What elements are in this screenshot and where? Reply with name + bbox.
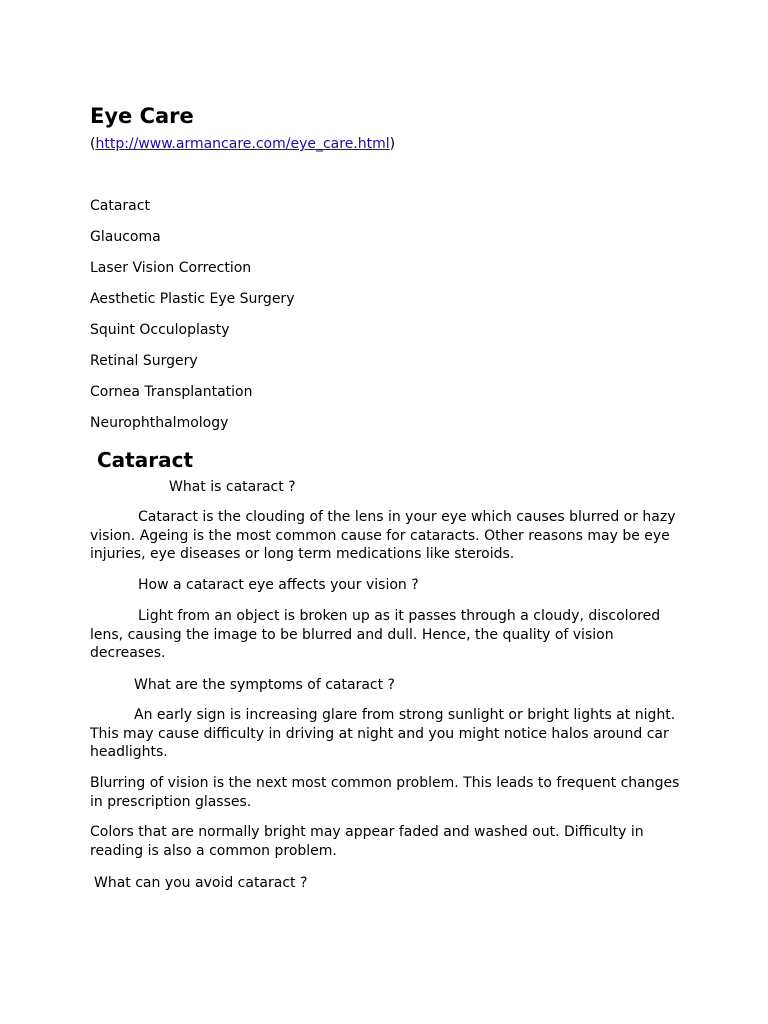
answer-symptoms-glare: An early sign is increasing glare from strong sunlight or bright lights at night. This may cause difficulty in driving at night and you might notice halos around car headlights. <box>90 707 676 760</box>
source-line <box>90 135 395 153</box>
topic-item-laser-vision-correction: Laser Vision Correction <box>90 260 252 276</box>
cataract-heading: Cataract <box>97 448 194 472</box>
answer-symptoms-blurring: Blurring of vision is the next most common problem. This leads to frequent changes in prescription glasses. <box>90 775 680 810</box>
topic-item-neurophthalmology: Neurophthalmology <box>90 415 229 431</box>
source-open-paren: ( <box>90 136 96 152</box>
question-avoid-cataract: What can you avoid cataract ? <box>94 875 308 891</box>
topic-item-aesthetic-plastic-eye-surgery: Aesthetic Plastic Eye Surgery <box>90 291 295 307</box>
answer-what-is-cataract: Cataract is the clouding of the lens in your eye which causes blurred or hazy vision. Ageing is the most common cause for cataracts. Other reasons may be eye injuries, eye diseases or long term medications like steroids. <box>90 509 676 562</box>
topic-item-glaucoma: Glaucoma <box>90 229 161 245</box>
page-title: Eye Care <box>90 104 194 128</box>
topic-item-squint-occuloplasty: Squint Occuloplasty <box>90 322 230 338</box>
question-symptoms: What are the symptoms of cataract ? <box>134 677 395 693</box>
topic-item-cataract: Cataract <box>90 198 150 214</box>
topic-list <box>90 197 294 445</box>
answer-affects-vision: Light from an object is broken up as it passes through a cloudy, discolored lens, causing the image to be blurred and dull. Hence, the quality of vision decreases. <box>90 608 661 661</box>
topic-item-retinal-surgery: Retinal Surgery <box>90 353 198 369</box>
answer-symptoms-colors: Colors that are normally bright may appear faded and washed out. Difficulty in reading is also a common problem. <box>90 824 644 859</box>
source-link[interactable]: http://www.armancare.com/eye_care.html <box>95 136 390 152</box>
source-close-paren: ) <box>389 136 396 152</box>
topic-item-cornea-transplantation: Cornea Transplantation <box>90 384 253 400</box>
question-affects-vision: How a cataract eye affects your vision ? <box>138 577 419 593</box>
question-what-is-cataract: What is cataract ? <box>169 479 296 495</box>
